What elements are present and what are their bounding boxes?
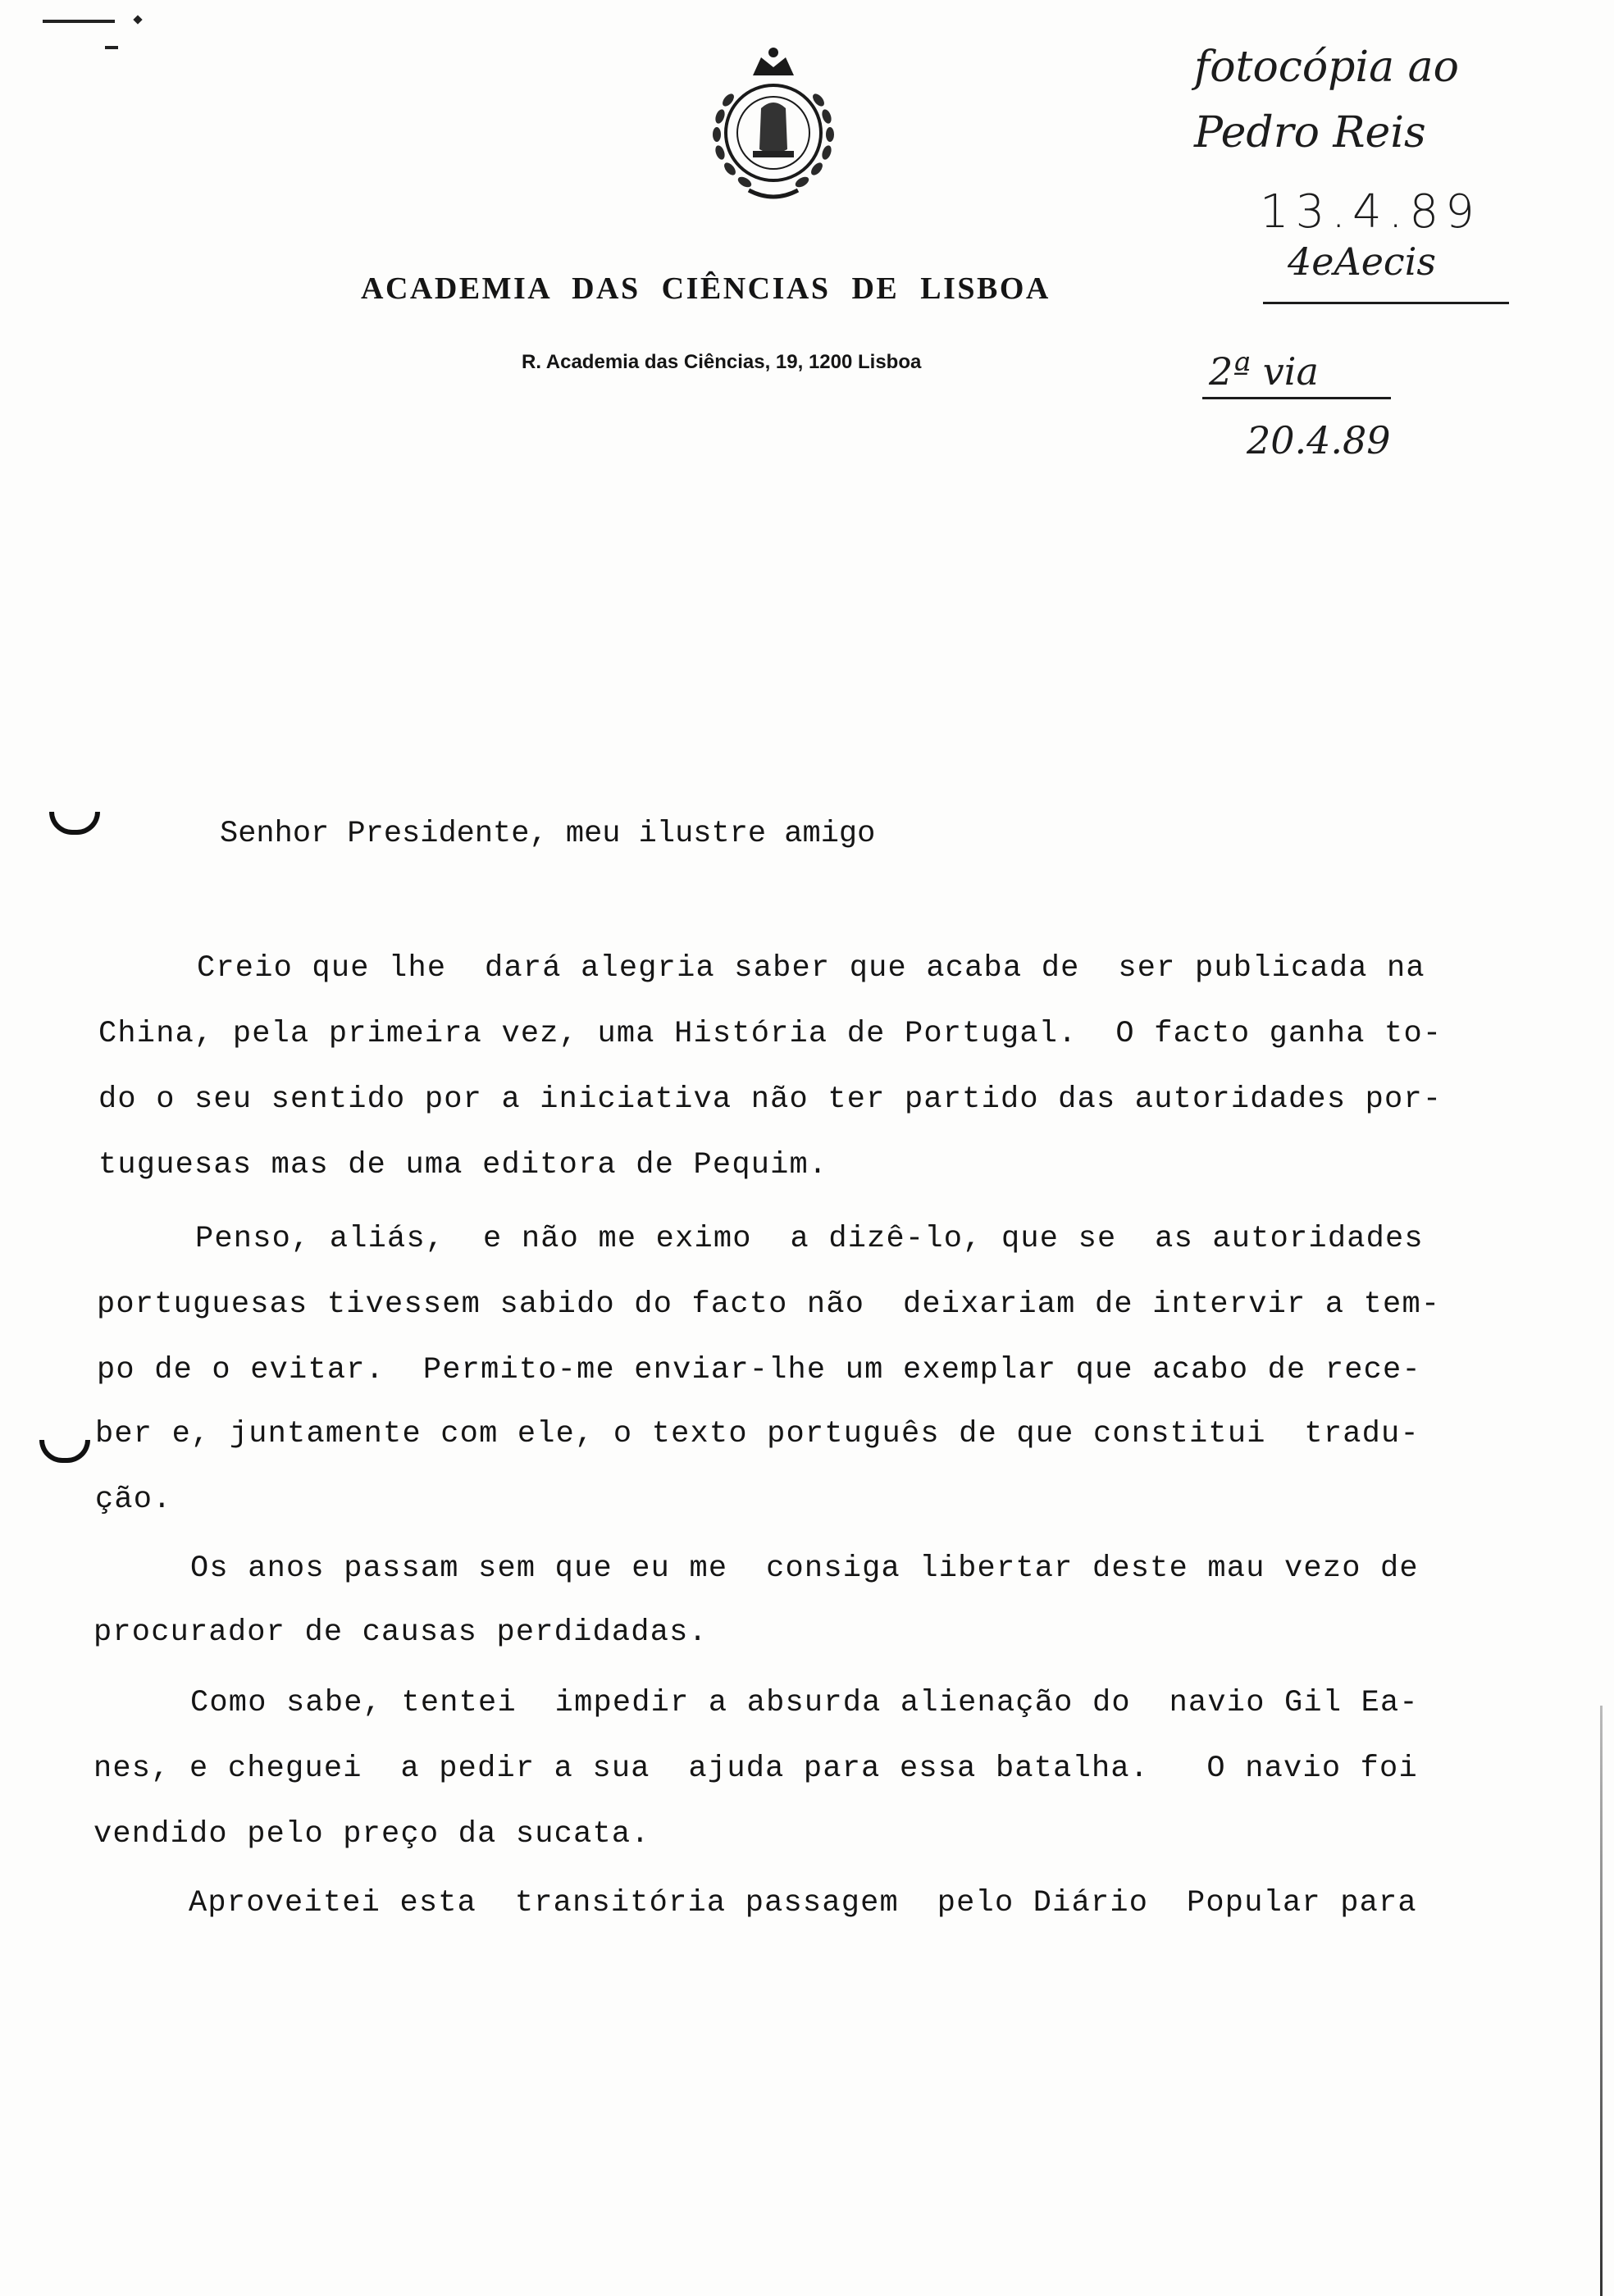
body-line: ber e, juntamente com ele, o texto português de que constitui tradu- — [95, 1417, 1420, 1451]
institution-name: ACADEMIA DAS CIÊNCIAS DE LISBOA — [361, 271, 1051, 306]
handwritten-underline-1 — [1263, 302, 1509, 304]
body-line: po de o evitar. Permito-me enviar-lhe um exemplar que acabo de rece- — [97, 1353, 1421, 1387]
body-line: portuguesas tivessem sabido do facto não deixariam de intervir a tem- — [97, 1287, 1441, 1322]
scan-edge-line — [1600, 1706, 1603, 2296]
margin-mark — [49, 812, 100, 835]
handwritten-note-line-1: fotocópia ao — [1194, 43, 1459, 92]
handwritten-note-line-2: Pedro Reis — [1194, 108, 1426, 157]
handwritten-date-2: 20.4.89 — [1247, 418, 1391, 462]
body-line: Aproveitei esta transitória passagem pelo Diário Popular para — [189, 1886, 1417, 1920]
handwritten-note-line-5: 2ª via — [1209, 349, 1319, 394]
body-line: do o seu sentido por a iniciativa não ter partido das autoridades por- — [98, 1082, 1443, 1117]
institution-address: R. Academia das Ciências, 19, 1200 Lisboa — [522, 351, 922, 373]
body-line: Penso, aliás, e não me eximo a dizê-lo, que se as autoridades — [195, 1222, 1424, 1256]
body-line: procurador de causas perdidadas. — [93, 1615, 708, 1650]
body-line: Os anos passam sem que eu me consiga libertar deste mau vezo de — [190, 1551, 1419, 1586]
body-line: ção. — [95, 1483, 172, 1517]
body-line: tuguesas mas de uma editora de Pequim. — [98, 1148, 828, 1182]
handwritten-underline-2 — [1202, 397, 1391, 399]
body-line: China, pela primeira vez, uma História de Portugal. O facto ganha to- — [98, 1017, 1443, 1051]
body-line: Creio que lhe dará alegria saber que acaba de ser publicada na — [197, 951, 1425, 986]
handwritten-date-1: 13.4.89 — [1260, 185, 1481, 239]
academy-seal-icon — [695, 43, 851, 207]
margin-mark — [39, 1440, 90, 1463]
stray-mark — [43, 20, 115, 23]
stray-mark — [105, 46, 118, 49]
body-line: Como sabe, tentei impedir a absurda alienação do navio Gil Ea- — [190, 1686, 1419, 1720]
salutation: Senhor Presidente, meu ilustre amigo — [220, 817, 876, 851]
body-line: nes, e cheguei a pedir a sua ajuda para essa batalha. O navio foi — [93, 1752, 1418, 1786]
stray-mark — [133, 15, 142, 24]
body-line: vendido pelo preço da sucata. — [93, 1817, 650, 1852]
handwritten-initials: 4eAecis — [1288, 239, 1437, 284]
